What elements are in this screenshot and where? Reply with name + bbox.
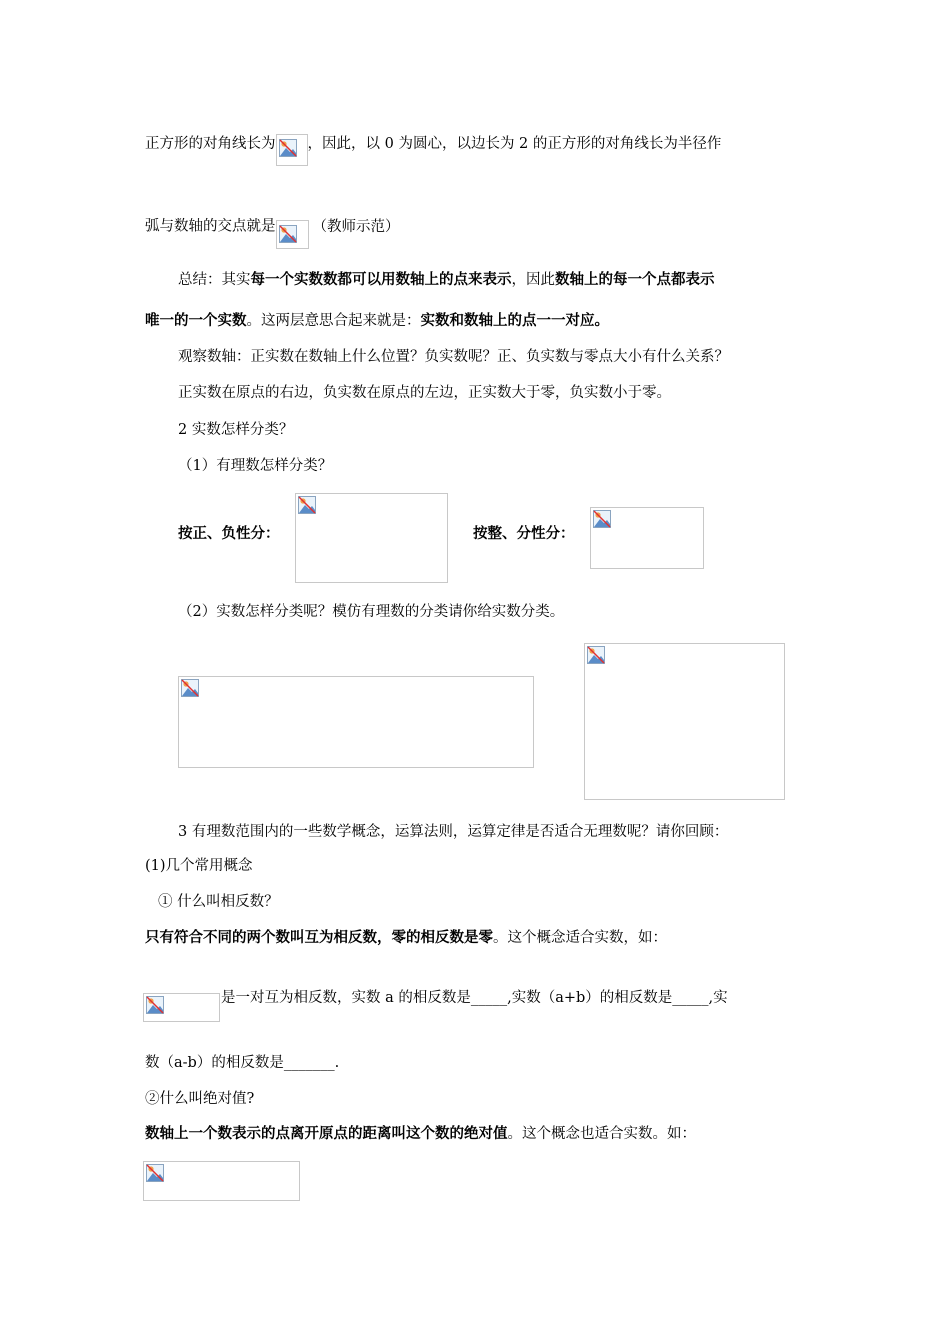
opposite-example-line: 是一对互为相反数，实数 a 的相反数是_____,实数（a+b）的相反数是_____,实: [221, 990, 728, 1006]
text: 正方形的对角线长为: [145, 136, 276, 152]
question-2: 2 实数怎样分类？: [178, 422, 294, 438]
bold-text: 只有符合不同的两个数叫互为相反数，零的相反数是零: [145, 930, 493, 946]
text: 总结：其实: [178, 272, 251, 288]
question-2-1: （1）有理数怎样分类？: [178, 458, 333, 474]
bold-text: 每一个实数数都可以用数轴上的点来表示: [250, 272, 512, 288]
text: 。这两层意思合起来就是：: [246, 313, 421, 329]
opposite-example-image: [143, 993, 220, 1022]
broken-image-icon: [593, 510, 611, 528]
question-2-2: （2）实数怎样分类呢？模仿有理数的分类请你给实数分类。: [178, 604, 565, 620]
summary-line-1: [178, 270, 715, 290]
classify-by-sign-label: 按正、负性分：: [178, 526, 280, 542]
bold-text: 数轴上的每一个点都表示: [555, 272, 715, 288]
answer-line: 正实数在原点的右边，负实数在原点的左边，正实数大于零，负实数小于零。: [178, 385, 671, 401]
sqrt2-formula-image: [276, 134, 308, 166]
opposite-definition: [145, 928, 667, 948]
broken-image-icon: [146, 996, 164, 1014]
real-number-classification-image-1: [178, 676, 534, 768]
absolute-value-example-image: [143, 1161, 300, 1201]
opposite-example-line-2: 数（a-b）的相反数是_______.: [145, 1055, 340, 1071]
broken-image-icon: [279, 225, 297, 243]
summary-line-2: [145, 311, 609, 331]
broken-image-icon: [181, 679, 199, 697]
text: 弧与数轴的交点就是: [145, 218, 276, 235]
bold-text: 实数和数轴上的点一一对应。: [420, 313, 609, 329]
text: ，因此，以 0 为圆心，以边长为 2 的正方形的对角线长为半径作: [307, 136, 722, 152]
broken-image-icon: [279, 139, 297, 157]
observe-line: 观察数轴：正实数在数轴上什么位置？负实数呢？正、负实数与零点大小有什么关系？: [178, 349, 729, 365]
broken-image-icon: [298, 496, 316, 514]
broken-image-icon: [146, 1164, 164, 1182]
text: 。这个概念也适合实数。如：: [507, 1126, 696, 1142]
intersection-point-image: [276, 220, 309, 249]
concepts-heading: (1)几个常用概念: [145, 858, 253, 874]
text: 。这个概念适合实数，如：: [493, 930, 667, 946]
absolute-value-question: ②什么叫绝对值?: [145, 1091, 255, 1107]
bold-text: 唯一的一个实数: [145, 313, 247, 329]
opposite-number-question: ① 什么叫相反数？: [158, 894, 279, 910]
real-number-classification-image-2: [584, 643, 785, 800]
sign-classification-image: [295, 493, 448, 583]
para-line-2: [145, 212, 400, 241]
para-line-1: [145, 128, 721, 160]
text: （教师示范）: [312, 218, 400, 235]
question-3: 3 有理数范围内的一些数学概念，运算法则，运算定律是否适合无理数呢？请你回顾：: [178, 824, 729, 840]
bold-text: 数轴上一个数表示的点离开原点的距离叫这个数的绝对值: [145, 1126, 508, 1142]
broken-image-icon: [587, 646, 605, 664]
integer-classification-image: [590, 507, 704, 569]
classify-by-integer-label: 按整、分性分：: [473, 526, 575, 542]
absolute-value-definition: [145, 1124, 696, 1144]
text: ，因此: [511, 272, 555, 288]
